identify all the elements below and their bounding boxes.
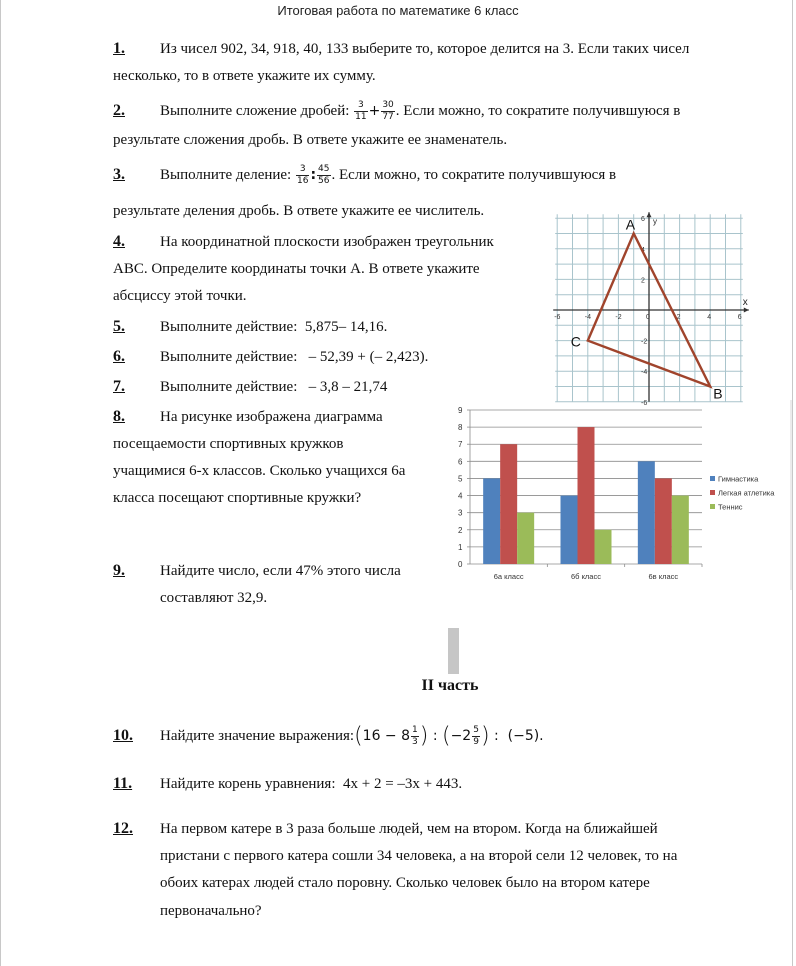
y-tick-label: 7 <box>458 440 463 450</box>
task-number: 1. <box>113 40 125 57</box>
y-tick-label: 4 <box>641 246 645 254</box>
legend-label: Теннис <box>718 502 743 512</box>
task-suffix: . Если можно, то сократите получившуюся в <box>331 167 617 183</box>
point-c-label: C <box>570 333 581 350</box>
category-label: 6б класс <box>571 572 601 581</box>
plus-operator: + <box>368 103 381 119</box>
task-expression: 4x + 2 = –3x + 443. <box>343 776 463 792</box>
task-11 <box>113 775 462 793</box>
fraction: $\frac{45}{56}$ <box>318 164 330 187</box>
task-2 <box>113 99 680 123</box>
x-tick-label: -4 <box>584 314 592 321</box>
y-tick-label: 2 <box>458 525 463 535</box>
task-prefix: Выполните сложение дробей: <box>160 103 350 119</box>
task-number: 5. <box>113 318 125 335</box>
task-expression: – 3,8 – 21,74 <box>308 379 388 395</box>
task-12-line3: обоих катерах людей стало поровну. Сколько человек было на втором катере <box>160 875 650 891</box>
fraction: $\frac{5}{9}$ <box>473 725 479 748</box>
task-text: На первом катере в 3 раза больше людей, чем на втором. Когда на ближайшей <box>160 821 658 837</box>
divide-operator: : <box>310 167 317 183</box>
task-7 <box>113 378 387 396</box>
legend-label: Гимнастика <box>718 474 759 484</box>
category-label: 6а класс <box>493 572 524 581</box>
task-number: 10. <box>113 727 133 744</box>
task-suffix: . Если можно, то сократите получившуюся в <box>395 103 681 119</box>
category-label: 6в класс <box>648 572 679 581</box>
task-number: 2. <box>113 102 125 119</box>
y-tick-label: 5 <box>458 474 463 484</box>
task-12 <box>113 820 658 838</box>
page-header: Итоговая работа по математике 6 класс <box>277 3 519 18</box>
x-tick-label: 0 <box>646 314 650 321</box>
task-text: На рисунке изображена диаграмма <box>160 409 383 425</box>
y-tick-label: 6 <box>458 457 463 467</box>
task-4-line2: ABC. Определите координаты точки А. В ответе укажите <box>113 261 480 277</box>
y-tick-label: 9 <box>458 406 463 415</box>
y-tick-label: -4 <box>641 369 648 377</box>
task-prefix: Найдите значение выражения: <box>160 728 355 744</box>
bar <box>638 461 655 564</box>
coordinate-plane <box>540 205 760 405</box>
bar <box>595 530 612 564</box>
y-tick-label: 2 <box>641 277 645 285</box>
bar <box>672 496 689 564</box>
expr-part: 16 − 8 <box>362 728 411 744</box>
task-number: 6. <box>113 348 125 365</box>
task-9 <box>113 562 401 580</box>
bar <box>561 496 578 564</box>
y-tick-label: 4 <box>458 491 463 501</box>
page-break-marker <box>448 628 459 674</box>
task-prefix: Выполните деление: <box>160 167 292 183</box>
expr-part: (−5). <box>507 728 544 744</box>
task-12-line2: пристани с первого катера сошли 34 человека, а на второй сели 12 человек, то на <box>160 848 678 864</box>
task-text: Найдите число, если 47% этого числа <box>160 563 401 579</box>
bar <box>578 427 595 564</box>
task-expression: – 52,39 + (– 2,423). <box>308 349 429 365</box>
y-tick-label: -6 <box>641 399 648 405</box>
task-prefix: Выполните действие: <box>160 319 298 335</box>
task-number: 3. <box>113 166 125 183</box>
bar <box>483 478 500 564</box>
y-tick-label: 1 <box>458 542 463 552</box>
x-tick-label: 4 <box>707 314 712 321</box>
x-axis-label: x <box>742 297 748 308</box>
task-6 <box>113 348 428 366</box>
x-tick-label: -6 <box>554 314 561 321</box>
y-tick-label: 8 <box>458 423 463 433</box>
task-prefix: Выполните действие: <box>160 379 298 395</box>
bar <box>517 513 534 564</box>
chart-legend <box>710 475 775 512</box>
task-8-line2: посещаемости спортивных кружков <box>113 436 344 452</box>
task-number: 12. <box>113 820 133 837</box>
task-number: 7. <box>113 378 125 395</box>
task-text: На координатной плоскости изображен треугольник <box>160 234 494 250</box>
page-border-right <box>792 0 793 966</box>
x-tick-label: 6 <box>737 314 742 321</box>
task-4 <box>113 233 494 251</box>
task-12-line4: первоначально? <box>160 903 262 919</box>
task-4-line3: абсциссу этой точки. <box>113 288 247 304</box>
legend-swatch <box>710 490 715 495</box>
bar <box>655 478 672 564</box>
task-9-line2: составляют 32,9. <box>160 590 268 606</box>
section-title: II часть <box>421 677 479 694</box>
legend-swatch <box>710 476 715 481</box>
bar-chart <box>440 400 792 590</box>
task-text: Из чисел 902, 34, 918, 40, 133 выберите то, которое делится на 3. Если таких чисел <box>160 41 690 57</box>
legend-swatch <box>710 504 715 509</box>
fraction: $\frac{30}{77}$ <box>382 100 394 123</box>
task-prefix: Выполните действие: <box>160 349 298 365</box>
task-2-line2: результате сложения дробь. В ответе укажите ее знаменатель. <box>113 132 508 148</box>
expr-part: −2 <box>450 728 472 744</box>
divide-operator: : <box>432 728 438 744</box>
task-3 <box>113 163 616 187</box>
task-8 <box>113 408 383 426</box>
fraction: $\frac{1}{3}$ <box>412 725 418 748</box>
page-border-left <box>0 0 1 966</box>
bar <box>500 444 517 564</box>
task-1 <box>113 40 689 58</box>
task-5 <box>113 318 387 336</box>
divide-operator: : <box>494 728 499 744</box>
x-tick-label: -2 <box>615 314 622 321</box>
task-1-line2: несколько, то в ответе укажите их сумму. <box>113 68 376 84</box>
task-number: 8. <box>113 408 125 425</box>
x-tick-label: 2 <box>676 314 681 321</box>
y-tick-label: 0 <box>458 560 463 569</box>
task-3-line2: результате деления дробь. В ответе укажите ее числитель. <box>113 203 485 219</box>
y-tick-label: 6 <box>641 216 645 224</box>
task-8-line3: учащимися 6-х классов. Сколько учащихся 6а <box>113 463 406 479</box>
point-a-label: A <box>625 216 636 233</box>
task-prefix: Найдите корень уравнения: <box>160 776 336 792</box>
y-tick-label: -2 <box>641 338 648 346</box>
task-number: 11. <box>113 775 133 792</box>
y-tick-label: 3 <box>458 508 463 518</box>
task-expression: 5,875– 14,16. <box>304 319 388 335</box>
fraction: $\frac{3}{16}$ <box>296 164 309 187</box>
task-8-line4: класса посещают спортивные кружки? <box>113 490 362 506</box>
task-number: 4. <box>113 233 125 250</box>
task-number: 9. <box>113 562 125 579</box>
y-axis-label: y <box>653 217 657 227</box>
point-b-label: B <box>713 385 723 402</box>
legend-label: Легкая атлетика <box>718 488 775 498</box>
fraction: $\frac{3}{11}$ <box>355 100 367 123</box>
task-10: 10. Найдите значение выражения:(16 − 8 $\frac{1}{3}$ ) : (−2 $\frac{5}{9}$ ) : (−5). <box>113 723 544 749</box>
